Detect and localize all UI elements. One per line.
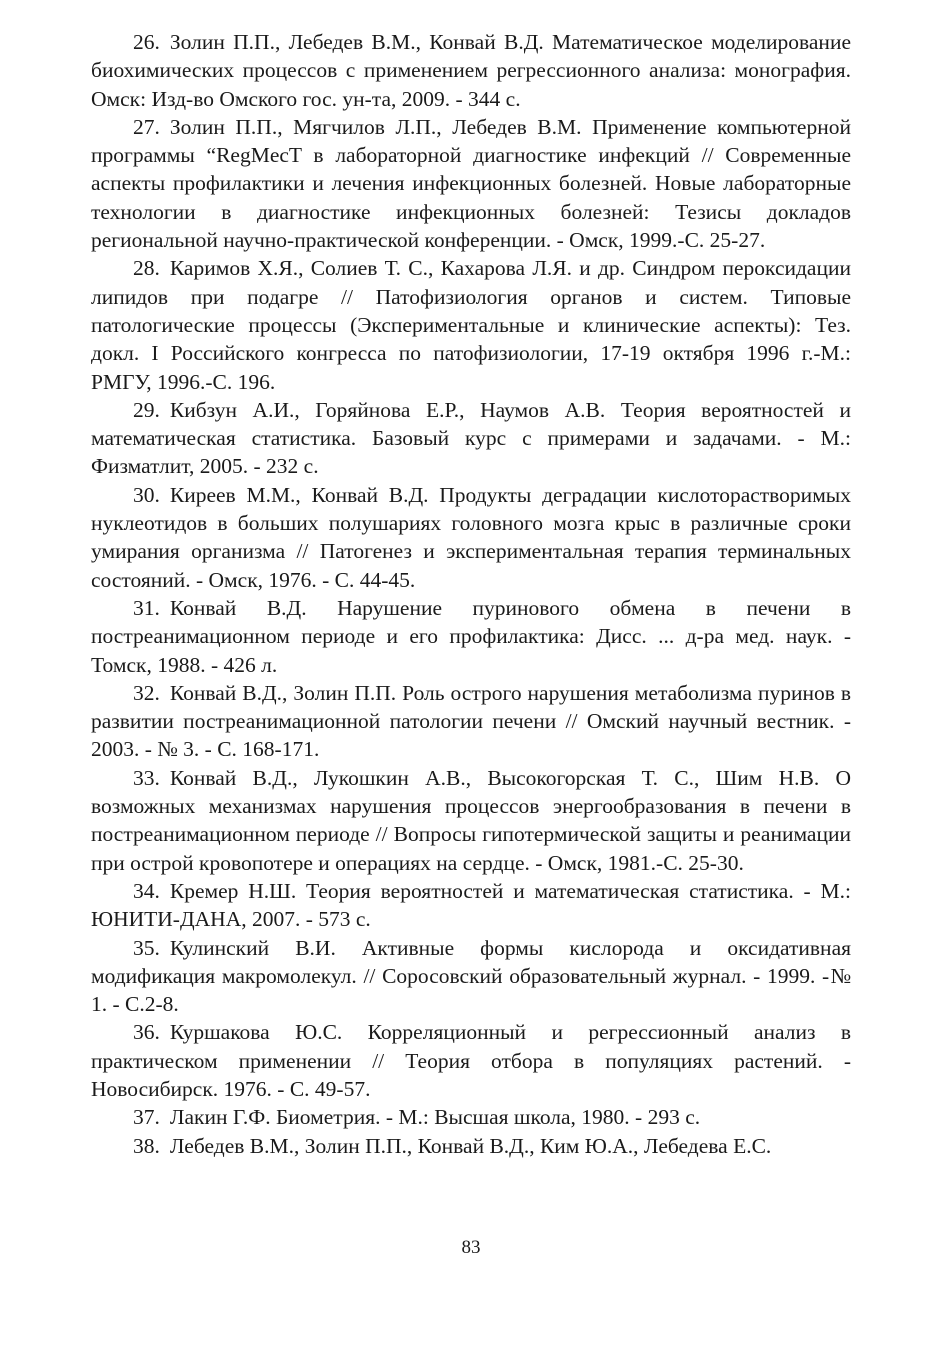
reference-entry [91,679,851,764]
reference-number: 31. [133,595,160,620]
reference-text: Золин П.П., Лебедев В.М., Конвай В.Д. Математическое моделирование биохимических процессов с применением регрессионного анализа: монография. Омск: Изд-во Омского гос. ун-та, 2009. - 344 с. [91,30,851,111]
reference-entry [91,594,851,679]
reference-text: Кремер Н.Ш. Теория вероятностей и математическая статистика. - М.: ЮНИТИ-ДАНА, 2007. - 573 с. [91,878,851,932]
reference-number: 28. [133,256,160,281]
reference-number: 35. [133,935,160,960]
reference-text: Золин П.П., Мягчилов Л.П., Лебедев В.М. Применение компьютерной программы “RegMecT в лабораторной диагностике инфекций // Современные аспекты профилактики и лечения инфекционных болезней. Новые лабораторные технологии в диагностике инфекционных болезней: Тезисы докладов региональной научно-практической конференции. - Омск, 1999.-С. 25-27. [91,114,851,253]
reference-text: Лакин Г.Ф. Биометрия. - М.: Высшая школа, 1980. - 293 с. [169,1105,701,1130]
reference-number: 33. [133,765,160,790]
reference-entry [91,877,851,934]
reference-text: Конвай В.Д. Нарушение пуринового обмена в печени в постреанимационном периоде и его профилактика: Дисс. ... д-ра мед. наук. - Томск, 1988. - 426 л. [91,595,851,677]
reference-number: 38. [133,1133,160,1158]
reference-text: Кулинский В.И. Активные формы кислорода и оксидативная модификация макромолекул. // Соросовский образовательный журнал. - 1999. -№ 1. - С.2-8. [91,935,851,1017]
reference-entry [91,481,851,594]
reference-number: 27. [133,114,160,139]
reference-number: 32. [133,680,160,705]
reference-number: 36. [133,1020,160,1045]
reference-entry [91,1018,851,1103]
reference-entry [91,1132,851,1160]
reference-text: Каримов Х.Я., Солиев Т. С., Кахарова Л.Я. и др. Синдром пероксидации липидов при подагре // Патофизиология органов и систем. Типовые патологические процессы (Экспериментальные и клинические аспекты): Тез. докл. I Российского конгресса по патофизиологии, 17-19 октября 1996 г.-М.: РМГУ, 1996.-С. 196. [91,256,851,394]
page-number: 83 [461,1237,481,1258]
reference-text: Киреев М.М., Конвай В.Д. Продукты деградации кислоторастворимых нуклеотидов в больших полушариях головного мозга крыс в различные сроки умирания организма // Патогенез и экспериментальная терапия терминальных состояний. - Омск, 1976. - С. 44-45. [91,482,851,592]
reference-entry [91,396,851,481]
reference-entry [91,934,851,1019]
reference-entry [91,764,851,877]
reference-text: Конвай В.Д., Золин П.П. Роль острого нарушения метаболизма пуринов в развитии постреанимационной патологии печени // Омский научный вестник. - 2003. - № 3. - С. 168-171. [91,680,851,762]
reference-text: Куршакова Ю.С. Корреляционный и регрессионный анализ в практическом применении // Теория отбора в популяциях растений. - Новосибирск. 1976. - С. 49-57. [91,1020,851,1101]
reference-number: 34. [133,878,160,903]
reference-entry [91,254,851,395]
reference-list [91,28,851,1160]
reference-text: Кибзун А.И., Горяйнова Е.Р., Наумов А.В. Теория вероятностей и математическая статистика. Базовый курс с примерами и задачами. - М.: Физматлит, 2005. - 232 с. [91,397,851,479]
reference-number: 37. [133,1105,160,1130]
reference-entry [91,28,851,113]
reference-entry [91,113,851,254]
reference-entry [91,1103,851,1131]
reference-number: 29. [133,397,160,422]
reference-text: Конвай В.Д., Лукошкин А.В., Высокогорская Т. С., Шим Н.В. О возможных механизмах нарушения процессов энергообразования в печени в постреанимационном периоде // Вопросы гипотермической защиты и реанимации при острой кровопотере и операциях на сердце. - Омск, 1981.-С. 25-30. [91,765,851,875]
reference-text: Лебедев В.М., Золин П.П., Конвай В.Д., Ким Ю.А., Лебедева Е.С. [169,1133,772,1158]
reference-number: 26. [133,30,160,54]
reference-number: 30. [133,482,160,507]
